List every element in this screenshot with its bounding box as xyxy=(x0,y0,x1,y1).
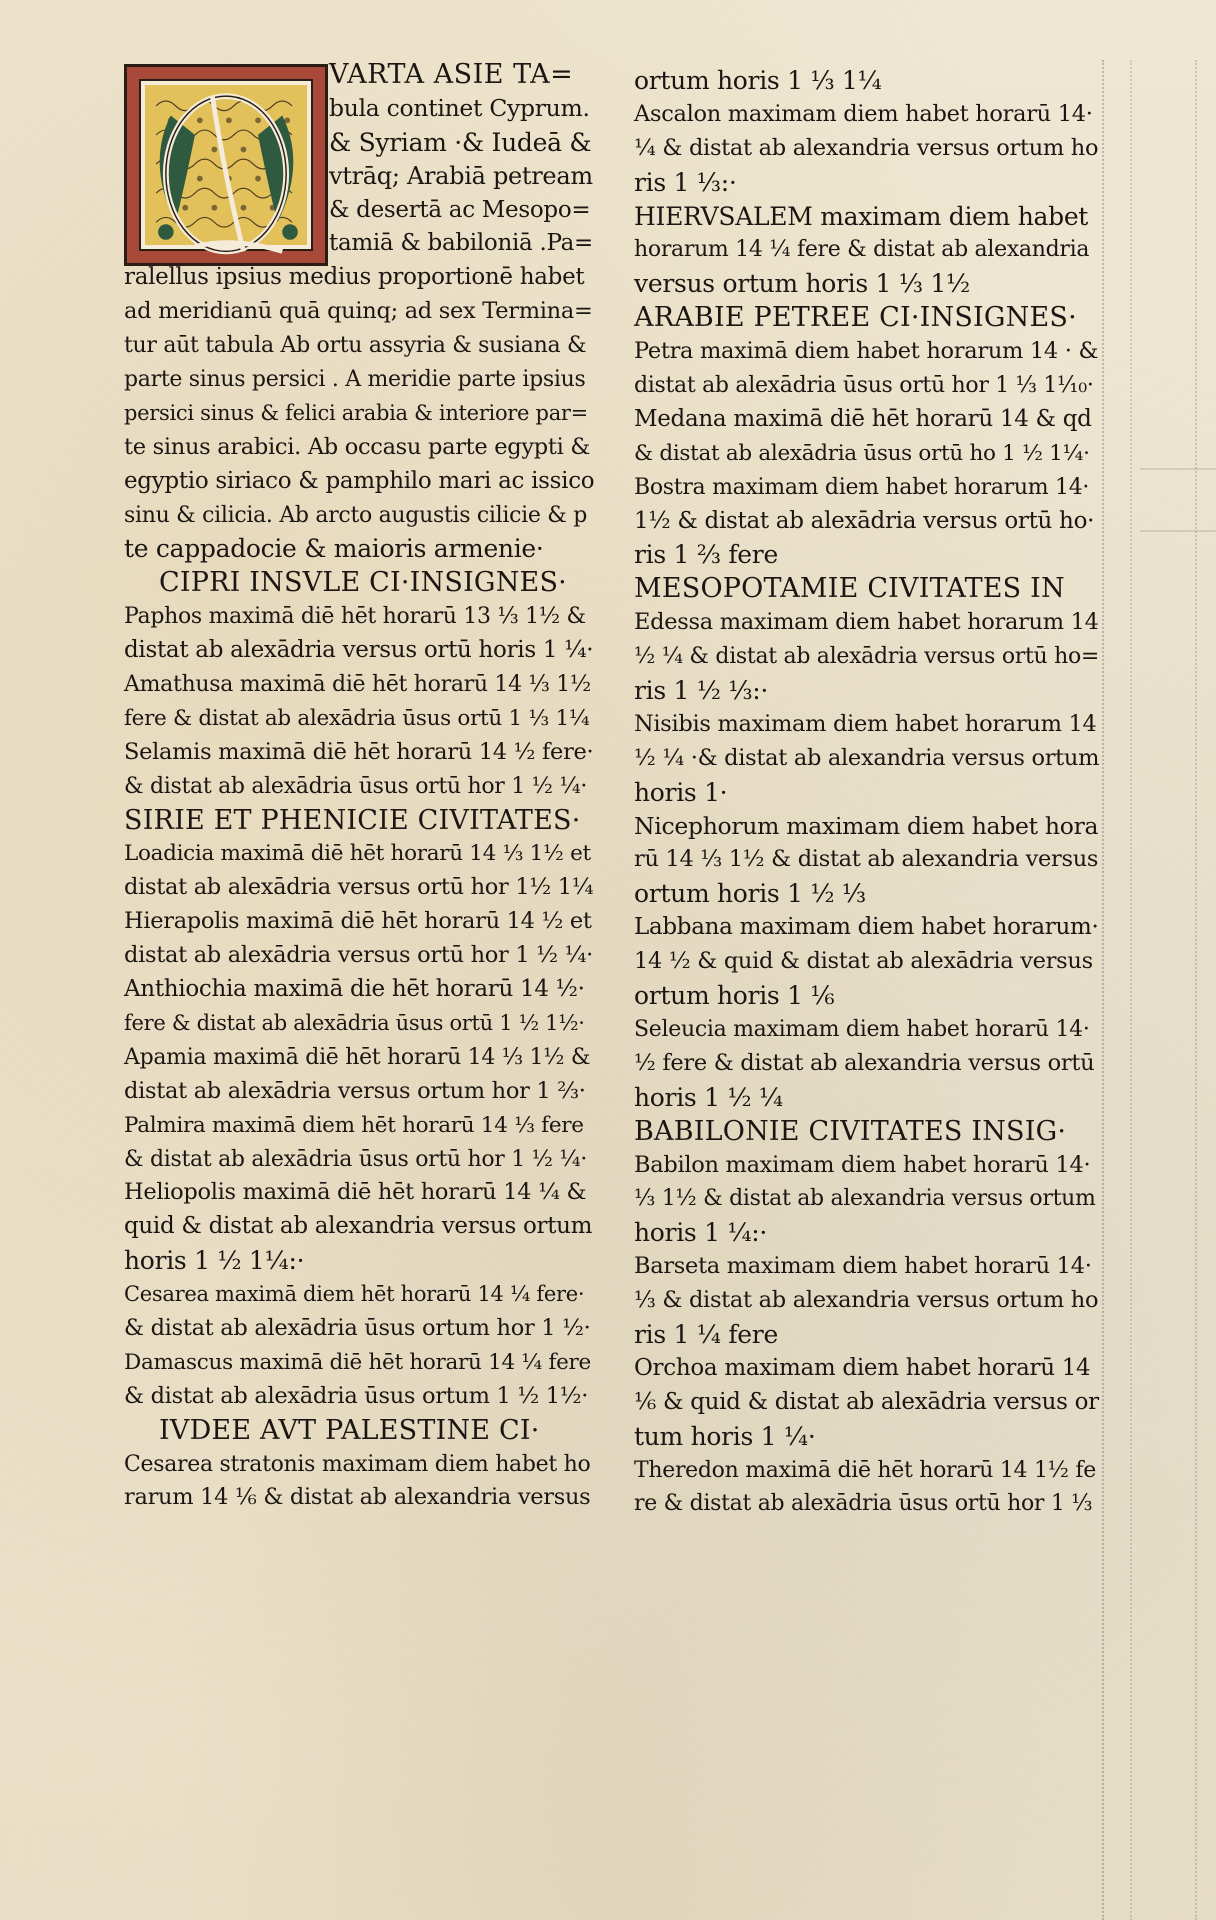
text-line: & distat ab alexādria ūsus ortū hor 1 ½ ¼· xyxy=(124,773,588,799)
text-line: Barseta maximam diem habet horarū 14· xyxy=(634,1253,1092,1280)
text-line: ½ ¼ ·& distat ab alexandria versus ortum xyxy=(634,744,1100,771)
text-line: Heliopolis maximā diē hēt horarū 14 ¼ & xyxy=(124,1179,587,1206)
text-line: rū 14 ⅓ 1½ & distat ab alexandria versus xyxy=(634,846,1099,873)
left-text-body xyxy=(124,261,594,1515)
text-line: re & distat ab alexādria ūsus ortū hor 1 ⅓ xyxy=(634,1491,1093,1517)
text-line: ris 1 ⅓:· xyxy=(634,167,737,197)
text-line: persici sinus & felici arabia & interiore par= xyxy=(124,400,588,425)
text-line: tur aūt tabula Ab ortu assyria & susiana & xyxy=(124,333,587,359)
showthrough-mark xyxy=(1140,468,1216,532)
text-line: tum horis 1 ¼· xyxy=(634,1421,816,1451)
text-line: egyptio siriaco & pamphilo mari ac issico xyxy=(124,467,595,494)
text-line: Ascalon maximam diem habet horarū 14· xyxy=(634,100,1093,127)
text-line: ⅙ & quid & distat ab alexādria versus or xyxy=(634,1388,1099,1415)
text-line: Loadicia maximā diē hēt horarū 14 ⅓ 1½ et xyxy=(124,841,591,867)
text-line: Damascus maximā diē hēt horarū 14 ¼ fere xyxy=(124,1349,591,1375)
text-line: ⅓ & distat ab alexandria versus ortum ho xyxy=(634,1287,1099,1314)
text-line: quid & distat ab alexandria versus ortum xyxy=(124,1213,593,1240)
text-line: Labbana maximam diem habet horarum· xyxy=(634,914,1099,941)
text-line: parte sinus persici . A meridie parte ipsius xyxy=(124,367,586,393)
text-line: fere & distat ab alexādria ūsus ortū 1 ½ 1½· xyxy=(124,1010,585,1035)
text-line: distat ab alexādria versus ortū horis 1 ¼· xyxy=(124,637,594,664)
text-line: Edessa maximam diem habet horarum 14 xyxy=(634,609,1099,636)
text-line: Bostra maximam diem habet horarum 14· xyxy=(634,474,1090,500)
text-line: horis 1· xyxy=(634,777,728,807)
text-line: 1½ & distat ab alexādria versus ortū ho· xyxy=(634,507,1095,534)
text-line: Babilon maximam diem habet horarū 14· xyxy=(634,1151,1091,1178)
left-column xyxy=(124,58,594,1515)
text-line: Hierapolis maximā diē hēt horarū 14 ½ et xyxy=(124,908,592,935)
text-line: ortum horis 1 ½ ⅓ xyxy=(634,879,866,909)
text-line: distat ab alexādria ūsus ortū hor 1 ⅓ 1⅒· xyxy=(634,373,1094,399)
text-line: distat ab alexādria versus ortū hor 1 ½ ¼· xyxy=(124,942,593,969)
text-line: fere & distat ab alexādria ūsus ortū 1 ⅓ 1¼ xyxy=(124,705,590,731)
text-line: ½ fere & distat ab alexandria versus ortū xyxy=(634,1049,1095,1076)
text-line: ris 1 ½ ⅓:· xyxy=(634,676,769,706)
intro-lines xyxy=(124,58,594,261)
text-line: rarum 14 ⅙ & distat ab alexandria versus xyxy=(124,1484,591,1511)
right-text-body xyxy=(634,64,1099,1521)
text-line: Orchoa maximam diem habet horarū 14 xyxy=(634,1354,1091,1381)
text-line: versus ortum horis 1 ⅓ 1½ xyxy=(634,269,970,299)
text-line: ris 1 ⅔ fere xyxy=(634,540,778,570)
text-line: sinu & cilicia. Ab arcto augustis cilicie & p xyxy=(124,502,588,528)
section-heading: CIPRI INSVLE CI·INSIGNES· xyxy=(159,567,567,599)
section-heading: ARABIE PETREE CI·INSIGNES· xyxy=(634,302,1077,334)
text-line: ½ ¼ & distat ab alexādria versus ortū ho= xyxy=(634,644,1100,670)
text-line: horis 1 ½ 1¼:· xyxy=(124,1246,305,1276)
text-line: Medana maximā diē hēt horarū 14 & qd xyxy=(634,405,1092,432)
text-line: Amathusa maximā diē hēt horarū 14 ⅓ 1½ xyxy=(124,672,591,698)
text-line: horarum 14 ¼ fere & distat ab alexandria xyxy=(634,237,1090,263)
text-line: horis 1 ¼:· xyxy=(634,1218,768,1248)
text-line: ortum horis 1 ⅙ xyxy=(634,981,835,1011)
intro-line: vtrāq; Arabiā petream xyxy=(329,161,593,190)
intro-line: bula continet Cyprum. xyxy=(329,93,590,122)
text-line: 14 ½ & quid & distat ab alexādria versus xyxy=(634,948,1093,975)
text-line: Petra maximā diem habet horarum 14 · & xyxy=(634,338,1099,365)
text-line: Paphos maximā diē hēt horarū 13 ⅓ 1½ & xyxy=(124,604,586,630)
showthrough-rule xyxy=(1195,60,1197,1920)
text-line: ⅓ 1½ & distat ab alexandria versus ortum xyxy=(634,1186,1096,1212)
text-line: Palmira maximā diem hēt horarū 14 ⅓ fere xyxy=(124,1112,584,1138)
text-line: ad meridianū quā quinq; ad sex Termina= xyxy=(124,298,593,325)
text-line: & distat ab alexādria ūsus ortum hor 1 ½· xyxy=(124,1314,591,1341)
text-line: distat ab alexādria versus ortum hor 1 ⅔· xyxy=(124,1077,586,1104)
text-line: ¼ & distat ab alexandria versus ortum ho xyxy=(634,134,1099,161)
text-line: Cesarea stratonis maximam diem habet ho xyxy=(124,1451,591,1477)
showthrough-rule xyxy=(1130,60,1132,1920)
text-line: & distat ab alexādria ūsus ortum 1 ½ 1½· xyxy=(124,1382,589,1409)
text-line: Cesarea maximā diem hēt horarū 14 ¼ fere· xyxy=(124,1282,585,1307)
section-heading: IVDEE AVT PALESTINE CI· xyxy=(159,1414,540,1446)
text-line: & distat ab alexādria ūsus ortū ho 1 ½ 1¼· xyxy=(634,440,1090,466)
section-heading: BABILONIE CIVITATES INSIG· xyxy=(634,1115,1067,1147)
intro-line: tamiā & babiloniā .Pa= xyxy=(329,230,593,257)
text-line: Selamis maximā diē hēt horarū 14 ½ fere· xyxy=(124,738,594,765)
text-line: Nicephorum maximam diem habet hora xyxy=(634,811,1099,840)
text-line: Seleucia maximam diem habet horarū 14· xyxy=(634,1016,1090,1042)
text-line: ortum horis 1 ⅓ 1¼ xyxy=(634,66,882,95)
text-line: Nisibis maximam diem habet horarum 14 xyxy=(634,710,1097,737)
text-line: te cappadocie & maioris armenie· xyxy=(124,534,544,564)
section-heading: SIRIE ET PHENICIE CIVITATES· xyxy=(124,804,581,836)
text-line: horis 1 ½ ¼ xyxy=(634,1082,783,1112)
text-line: HIERVSALEM maximam diem habet xyxy=(634,201,1089,231)
right-column xyxy=(634,64,1099,1521)
section-heading: MESOPOTAMIE CIVITATES IN xyxy=(634,573,1065,605)
text-line: ralellus ipsius medius proportionē habet xyxy=(124,264,585,291)
text-line: Anthiochia maximā die hēt horarū 14 ½· xyxy=(124,976,585,1003)
text-line: Theredon maximā diē hēt horarū 14 1½ fe xyxy=(634,1457,1096,1483)
text-line: distat ab alexādria versus ortū hor 1½ 1¼ xyxy=(124,874,594,901)
showthrough-rule xyxy=(1102,60,1104,1920)
intro-line: & desertā ac Mesopo= xyxy=(329,196,591,223)
text-line: te sinus arabici. Ab occasu parte egypti & xyxy=(124,433,591,460)
text-line: Apamia maximā diē hēt horarū 14 ⅓ 1½ & xyxy=(124,1044,591,1070)
text-line: & distat ab alexādria ūsus ortū hor 1 ½ ¼· xyxy=(124,1146,588,1172)
intro-line: VARTA ASIE TA= xyxy=(329,59,574,90)
intro-line: & Syriam ·& Iudeā & xyxy=(329,127,592,157)
text-line: ris 1 ¼ fere xyxy=(634,1319,778,1349)
